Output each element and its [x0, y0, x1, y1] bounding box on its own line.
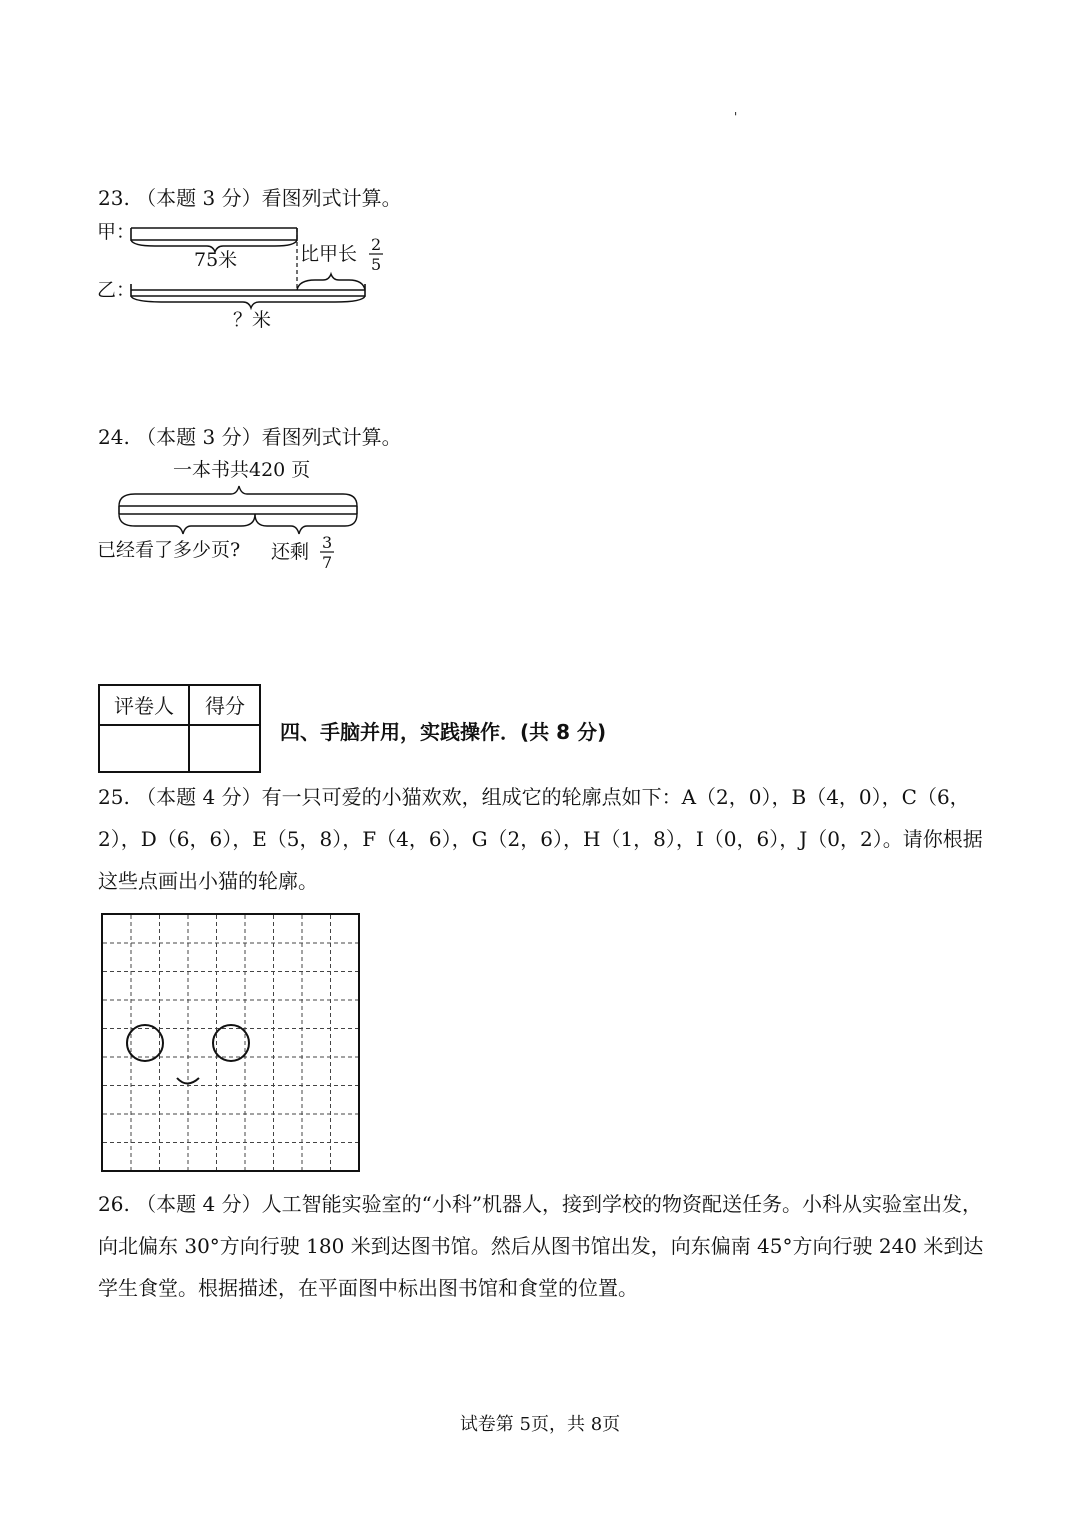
grader-header-reviewer: 评卷人: [114, 694, 174, 718]
grader-cell-reviewer[interactable]: [100, 726, 188, 772]
q24-frac-den: 7: [322, 553, 333, 572]
q24-brace-total: [119, 486, 357, 506]
q23-label-jia: 甲：: [97, 221, 136, 243]
q23-label-75: 75米: [194, 249, 238, 271]
q24-brace-read: [119, 514, 255, 534]
section4-title: 四、手脑并用，实践操作．(共 8 分): [280, 720, 607, 744]
q23-heading: 23. （本题 3 分）看图列式计算。: [98, 186, 402, 210]
q25-text: 25. （本题 4 分）有一只可爱的小猫欢欢，组成它的轮廓点如下：A（2，0），B（4，0），C（6，2），D（6，6），E（5，8），F（4，6），G（2，6），H（1，8），I（0，6），J（0，2）。请你根据这些点画出小猫的轮廓。: [98, 785, 983, 893]
q23-frac-den: 5: [371, 255, 382, 274]
q24-label-total: 一本书共420 页: [173, 459, 311, 481]
q25-grid[interactable]: [101, 913, 361, 1173]
page-footer: 试卷第 5页，共 8页: [459, 1414, 621, 1435]
q24-label-remaining: 还剩: [271, 541, 310, 563]
q23-segment-diagram: [95, 214, 415, 338]
q23-brace-total: [131, 296, 365, 308]
q24-label-read: 已经看了多少页?: [97, 539, 241, 561]
cat-left-eye: [127, 1025, 163, 1061]
q23-label-longer: 比甲长: [300, 243, 358, 265]
q24-heading: 24. （本题 3 分）看图列式计算。: [98, 425, 402, 449]
q23-bar-jia: [131, 228, 297, 240]
q23-brace-extra: [297, 274, 365, 290]
q24-segment-diagram: [95, 452, 395, 576]
q24-frac-num: 3: [322, 533, 333, 552]
q26-text: 26. （本题 4 分）人工智能实验室的“小科”机器人，接到学校的物资配送任务。小科从实验室出发，向北偏东 30°方向行驶 180 米到达图书馆。然后从图书馆出发，向东偏南 45°方向行驶 240 米到达学生食堂。根据描述，在平面图中标出图书馆和食堂的位置。: [98, 1192, 984, 1300]
q25-grid-border: [102, 914, 359, 1171]
page-mark: ': [734, 110, 738, 124]
grader-header-score: 得分: [205, 694, 245, 718]
grader-cell-score[interactable]: [190, 726, 260, 772]
q23-frac-num: 2: [371, 235, 382, 254]
grader-table: [98, 684, 261, 773]
q23-label-yi: 乙：: [97, 279, 136, 301]
cat-right-eye: [213, 1025, 249, 1061]
q25-grid-lines: [103, 915, 358, 1170]
q24-brace-remaining: [255, 514, 357, 534]
q23-label-question: ？米: [233, 309, 272, 331]
